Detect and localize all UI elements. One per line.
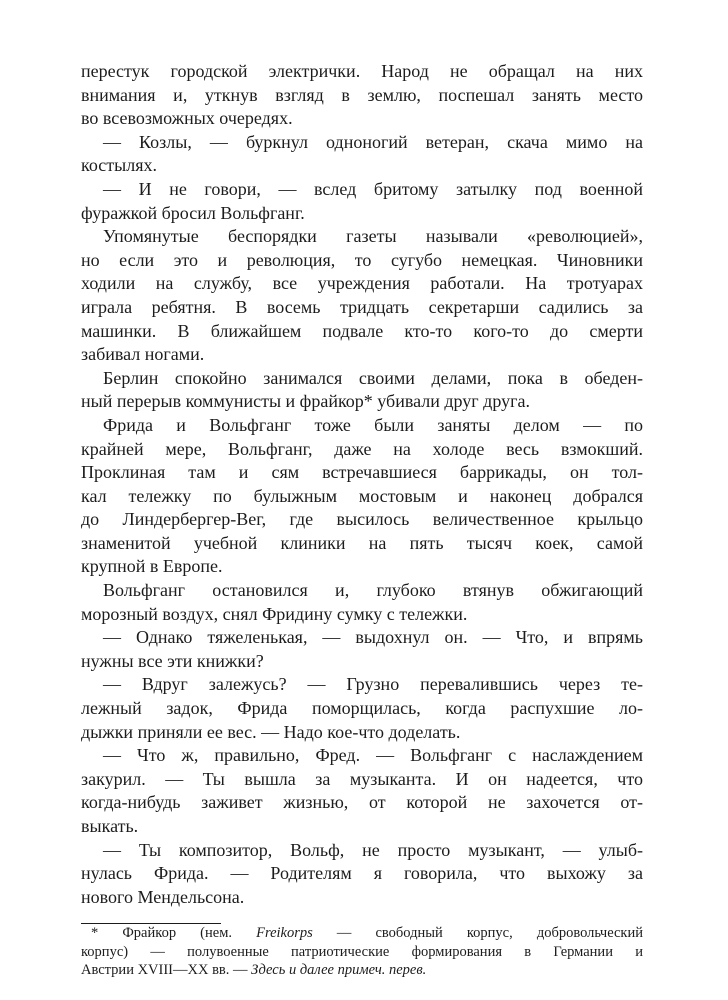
text-line: крупной в Европе.: [81, 556, 223, 577]
footnote-line: Австрии XVIII—XX вв. — Здесь и далее примеч. перев.: [81, 962, 427, 979]
text-line: фуражкой бросил Вольфганг.: [81, 202, 305, 223]
footnote: [81, 924, 643, 980]
book-page: [81, 60, 643, 980]
text-line: ный перерыв коммунисты и фрайкор* убивали друг друга.: [81, 391, 530, 412]
text-line: Фрида и Вольфганг тоже были заняты делом — по: [103, 414, 643, 435]
footnote-line: корпус) — полувоенные патриотические формирования в Германии и: [81, 943, 643, 960]
text-line: костылях.: [81, 155, 157, 176]
text-line: — Что ж, правильно, Фред. — Вольфганг с наслаждением: [103, 745, 643, 766]
text-line: крайней мере, Вольфганг, даже на холоде весь взмокший.: [81, 438, 643, 459]
text-line: знаменитой учебной клиники на пять тысяч коек, самой: [81, 532, 643, 553]
text-line: перестук городской электрички. Народ не обращал на них: [81, 61, 643, 81]
text-line: — Однако тяжеленькая, — выдохнул он. — Что, и впрямь: [103, 627, 643, 648]
text-line: лежный задок, Фрида поморщилась, когда распухшие ло-: [81, 698, 643, 719]
text-line: ходили на службу, все учреждения работали. На тротуарах: [81, 273, 643, 294]
text-line: — Козлы, — буркнул одноногий ветеран, скача мимо на: [103, 131, 643, 152]
text-line: Вольфганг остановился и, глубоко втянув обжигающий: [103, 580, 643, 601]
text-line: играла ребятня. В восемь тридцать секретарши садились за: [81, 296, 643, 317]
text-line: во всевозможных очередях.: [81, 108, 293, 129]
footnote-term-italic: Freikorps: [256, 925, 313, 942]
text-line: — Вдруг залежусь? — Грузно перевалившись через те-: [103, 674, 643, 695]
text-line: дыжки приняли ее вес. — Надо кое-что доделать.: [81, 721, 461, 742]
text-line: кал тележку по булыжным мостовым и наконец добрался: [81, 485, 643, 506]
text-line: машинки. В ближайшем подвале кто-то кого-то до смерти: [81, 320, 643, 341]
footnote-line: * Фрайкор (нем. Freikorps — свободный корпус, добровольческий: [91, 925, 643, 942]
text-line: Упомянутые беспорядки газеты называли «революцией»,: [103, 226, 643, 247]
text-line: забивал ногами.: [81, 344, 205, 365]
text-line: Берлин спокойно занимался своими делами, пока в обеден-: [103, 367, 643, 388]
text-line: закурил. — Ты вышла за музыканта. И он надеется, что: [81, 768, 643, 789]
text-line: до Линдербергер-Вег, где высилось величественное крыльцо: [81, 509, 643, 530]
text-line: внимания и, уткнув взгляд в землю, поспешал занять место: [81, 84, 643, 105]
footnote-translator-note: Здесь и далее примеч. перев.: [251, 962, 427, 979]
text-line: Проклиная там и сям встречавшиеся баррикады, он тол-: [81, 462, 643, 483]
text-line: когда-нибудь заживет жизнью, от которой не захочется от-: [81, 792, 643, 813]
text-line: нового Мендельсона.: [81, 886, 245, 907]
text-line: — Ты композитор, Вольф, не просто музыкант, — улыб-: [103, 839, 643, 860]
text-line: — И не говори, — вслед бритому затылку под военной: [103, 178, 643, 199]
text-line: но если это и революция, то сугубо немецкая. Чиновники: [81, 249, 643, 270]
text-line: выкать.: [81, 816, 139, 836]
body-text: [81, 60, 643, 909]
text-line: морозный воздух, снял Фридину сумку с тележки.: [81, 603, 468, 624]
text-line: нужны все эти книжки?: [81, 650, 264, 671]
text-line: нулась Фрида. — Родителям я говорила, что выхожу за: [81, 863, 643, 884]
